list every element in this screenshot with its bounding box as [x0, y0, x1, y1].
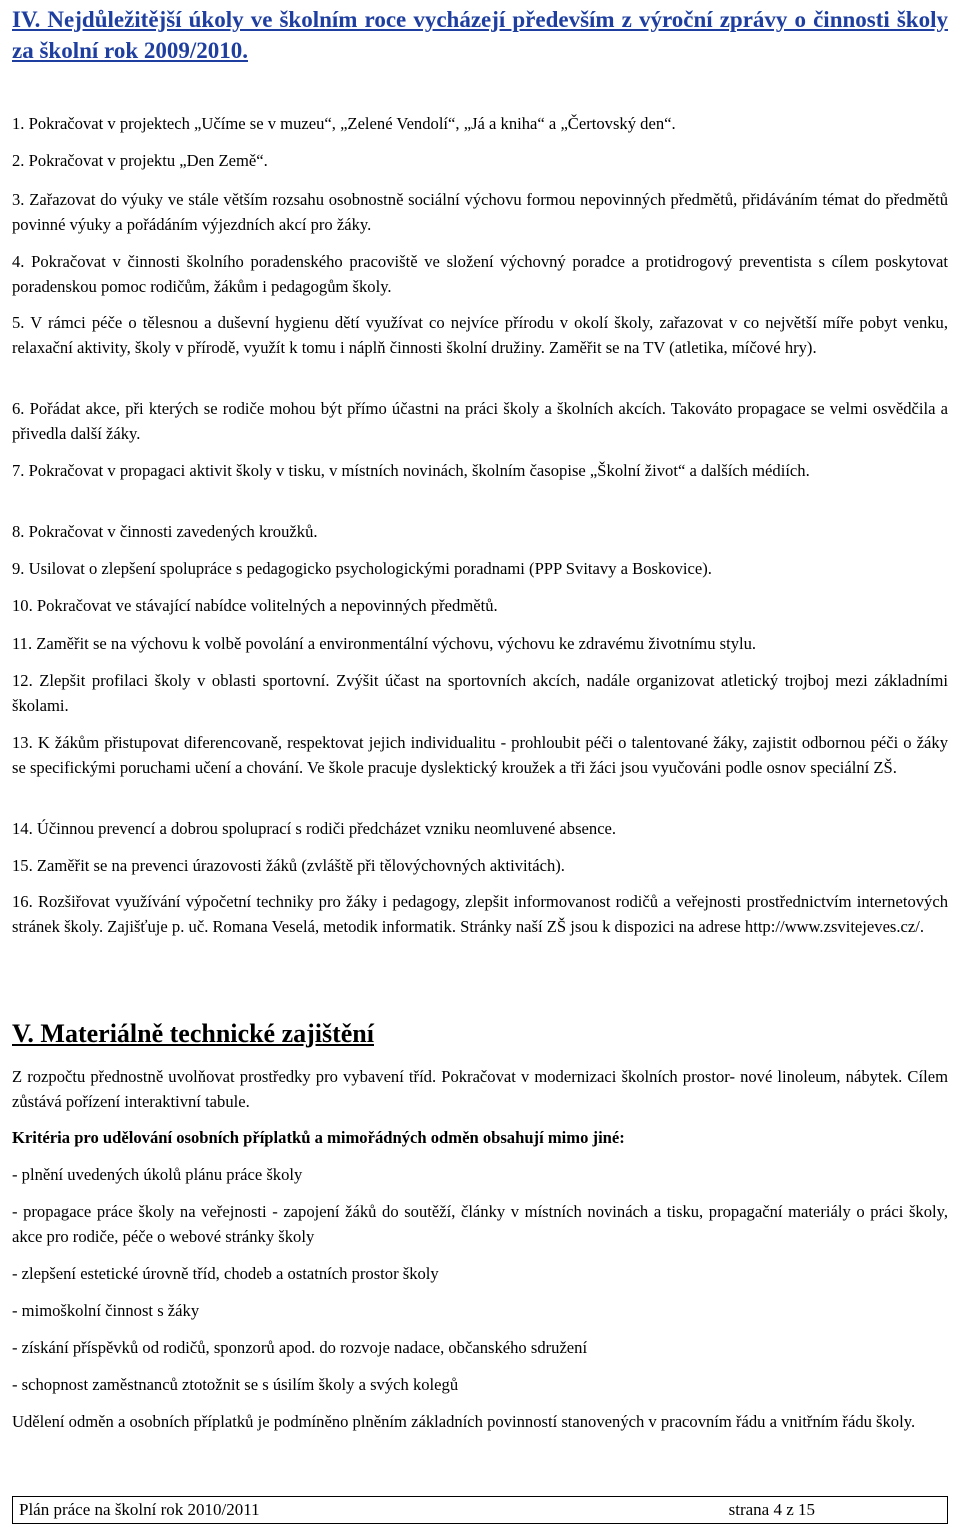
list-item: 13. K žákům přistupovat diferencovaně, respektovat jejich individualitu - prohloubit péči o talentované žáky, zajistit odbornou péči o žáky se specifickými poruchami učení a chování. Ve škole pracuje dyslektický kroužek a tři žáci jsou vyučováni podle osnov speciální ZŠ. [12, 733, 948, 777]
footer-title: Plán práce na školní rok 2010/2011 [19, 1500, 260, 1519]
list-item: 3. Zařazovat do výuky ve stále větším rozsahu osobnostně sociální výchovu formou nepovinných předmětů, přidáváním témat do předmětů povinné výuky a pořádáním výjezdních akcí pro žáky. [12, 190, 948, 234]
list-item: 16. Rozšiřovat využívání výpočetní techniky pro žáky i pedagogy, zlepšit informovanost rodičů a veřejnosti prostřednictvím internetových stránek školy. Zajišťuje p. uč. Romana Veselá, metodik informatik. Stránky naší ZŠ jsou k dispozici na adrese http://www.zsvitejeves.cz/. [12, 892, 948, 936]
list-item: 10. Pokračovat ve stávající nabídce volitelných a nepovinných předmětů. [12, 596, 498, 615]
page-footer [12, 1496, 948, 1524]
criteria-item: - mimoškolní činnost s žáky [12, 1301, 200, 1320]
criteria-item: - zlepšení estetické úrovně tříd, chodeb a ostatních prostor školy [12, 1264, 439, 1283]
list-item: 15. Zaměřit se na prevenci úrazovosti žáků (zvláště při tělovýchovných aktivitách). [12, 856, 565, 875]
closing-paragraph: Udělení odměn a osobních příplatků je podmíněno plněním základních povinností stanovených v pracovním řádu a vnitřním řádu školy. [12, 1412, 916, 1431]
criteria-item: - plnění uvedených úkolů plánu práce školy [12, 1165, 303, 1184]
criteria-heading: Kritéria pro udělování osobních příplatků a mimořádných odměn obsahují mimo jiné: [12, 1128, 625, 1147]
criteria-item: - schopnost zaměstnanců ztotožnit se s úsilím školy a svých kolegů [12, 1375, 459, 1394]
list-item: 11. Zaměřit se na výchovu k volbě povolání a environmentální výchovu, výchovu ke zdravému životnímu stylu. [12, 634, 757, 653]
list-item: 7. Pokračovat v propagaci aktivit školy v tisku, v místních novinách, školním časopise „Školní život“ a dalších médiích. [12, 461, 810, 480]
list-item: 14. Účinnou prevencí a dobrou spoluprací s rodiči předcházet vzniku neomluvené absence. [12, 819, 617, 838]
list-item: 9. Usilovat o zlepšení spolupráce s pedagogicko psychologickými poradnami (PPP Svitavy a Boskovice). [12, 559, 712, 578]
list-item: 6. Pořádat akce, při kterých se rodiče mohou být přímo účastni na práci školy a školních akcích. Takováto propagace se velmi osvědčila a přivedla další žáky. [12, 399, 948, 443]
list-item: 5. V rámci péče o tělesnou a duševní hygienu dětí využívat co nejvíce přírodu v okolí školy, zařazovat v co největší míře pobyt venku, relaxační aktivity, školy v přírodě, využít k tomu i náplň činnosti školní družiny. Zaměřit se na TV (atletika, míčové hry). [12, 313, 948, 357]
criteria-item: - propagace práce školy na veřejnosti - zapojení žáků do soutěží, články v místních novinách a tisku, propagační materiály o práci školy, akce pro rodiče, péče o webové stránky školy [12, 1202, 948, 1246]
list-item: 8. Pokračovat v činnosti zavedených kroužků. [12, 522, 318, 541]
list-item: 12. Zlepšit profilaci školy v oblasti sportovní. Zvýšit účast na sportovních akcích, nadále organizovat atletický trojboj mezi základními školami. [12, 671, 948, 715]
list-item: 2. Pokračovat v projektu „Den Země“. [12, 151, 268, 170]
criteria-item: - získání příspěvků od rodičů, sponzorů apod. do rozvoje nadace, občanského sdružení [12, 1338, 588, 1357]
intro-paragraph: Z rozpočtu přednostně uvolňovat prostředky pro vybavení tříd. Pokračovat v modernizaci školních prostor- nové linoleum, nábytek. Cílem zůstává pořízení interaktivní tabule. [12, 1067, 948, 1111]
list-item: 4. Pokračovat v činnosti školního poradenského pracoviště ve složení výchovný poradce a protidrogový preventista s cílem poskytovat poradenskou pomoc rodičům, žákům i pedagogům školy. [12, 252, 948, 296]
section-v-heading: V. Materiálně technické zajištění [12, 1019, 374, 1048]
section-iv-heading: IV. Nejdůležitější úkoly ve školním roce vycházejí především z výroční zprávy o činnosti školy za školní rok 2009/2010. [12, 7, 948, 63]
page-number: strana 4 z 15 [728, 1500, 815, 1519]
list-item: 1. Pokračovat v projektech „Učíme se v muzeu“, „Zelené Vendolí“, „Já a kniha“ a „Čertovský den“. [12, 114, 676, 133]
